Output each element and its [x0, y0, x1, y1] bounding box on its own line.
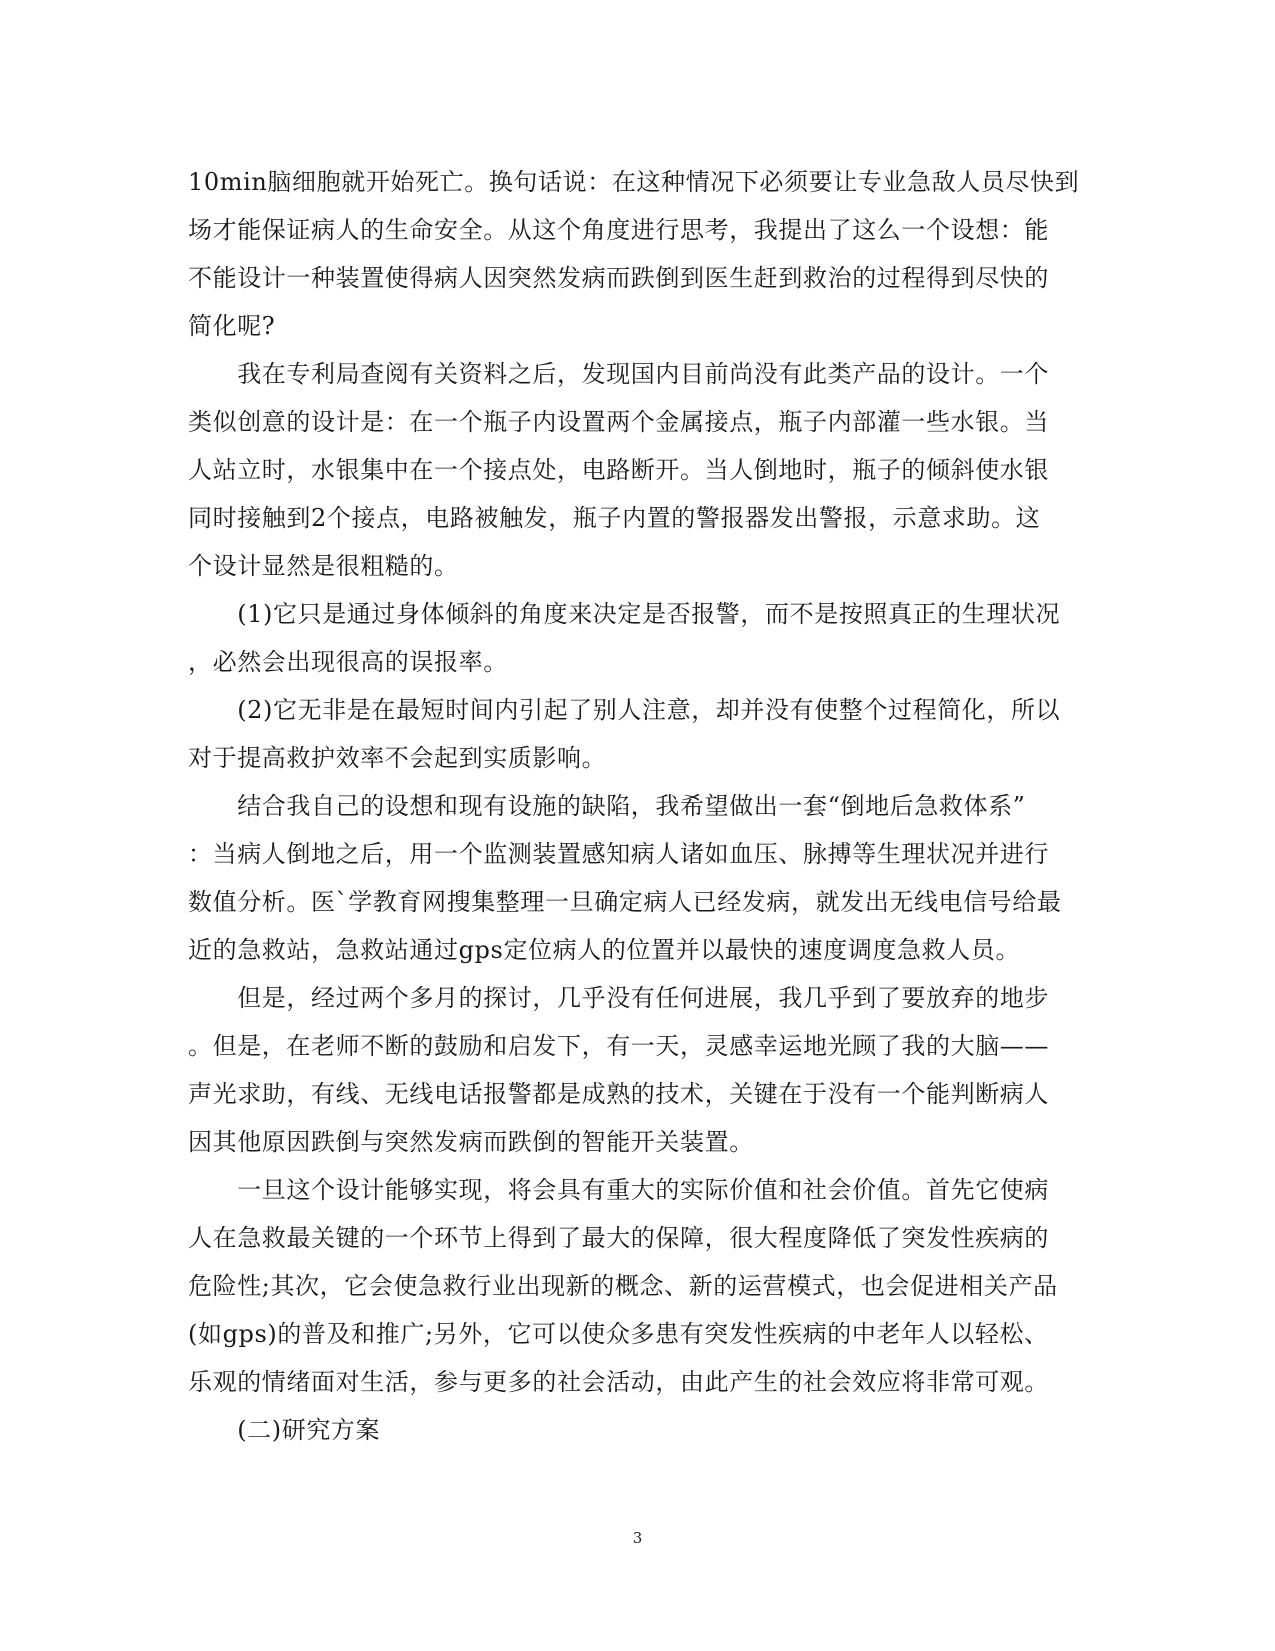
text-line: 个设计显然是很粗糙的。: [188, 552, 459, 580]
text-line: 简化呢?: [188, 312, 276, 340]
text-line: 结合我自己的设想和现有设施的缺陷，我希望做出一套“倒地后急救体系”: [188, 792, 1026, 820]
text-line: 近的急救站，急救站通过gps定位病人的位置并以最快的速度调度急救人员。: [188, 936, 1021, 964]
text-line: 声光求助，有线、无线电话报警都是成熟的技术，关键在于没有一个能判断病人: [188, 1080, 1049, 1108]
text-line: 10min脑细胞就开始死亡。换句话说：在这种情况下必须要让专业急敌人员尽快到: [188, 168, 1080, 196]
text-line: 对于提高救护效率不会起到实质影响。: [188, 744, 607, 772]
text-line: 但是，经过两个多月的探讨，几乎没有任何进展，我几乎到了要放弃的地步: [188, 984, 1049, 1012]
text-line: 同时接触到2个接点，电路被触发，瓶子内置的警报器发出警报，示意求助。这: [188, 504, 1041, 532]
text-line: 人站立时，水银集中在一个接点处，电路断开。当人倒地时，瓶子的倾斜使水银: [188, 456, 1049, 484]
text-line: 一旦这个设计能够实现，将会具有重大的实际价值和社会价值。首先它使病: [188, 1176, 1049, 1204]
text-line: (1)它只是通过身体倾斜的角度来决定是否报警，而不是按照真正的生理状况: [188, 600, 1061, 628]
text-line: 类似创意的设计是：在一个瓶子内设置两个金属接点，瓶子内部灌一些水银。当: [188, 408, 1049, 436]
text-line: 数值分析。医`学教育网搜集整理一旦确定病人已经发病，就发出无线电信号给最: [188, 888, 1062, 916]
text-line: 我在专利局查阅有关资料之后，发现国内目前尚没有此类产品的设计。一个: [188, 360, 1049, 388]
text-line: 。但是，在老师不断的鼓励和启发下，有一天，灵感幸运地光顾了我的大脑——: [188, 1032, 1049, 1060]
text-line: 因其他原因跌倒与突然发病而跌倒的智能开关装置。: [188, 1128, 754, 1156]
text-line: 危险性;其次，它会使急救行业出现新的概念、新的运营模式，也会促进相关产品: [188, 1272, 1058, 1300]
text-line: (如gps)的普及和推广;另外，它可以使众多患有突发性疾病的中老年人以轻松、: [188, 1320, 1049, 1348]
text-line: (2)它无非是在最短时间内引起了别人注意，却并没有使整个过程简化，所以: [188, 696, 1061, 724]
text-line: 人在急救最关键的一个环节上得到了最大的保障，很大程度降低了突发性疾病的: [188, 1224, 1049, 1252]
text-line: 乐观的情绪面对生活，参与更多的社会活动，由此产生的社会效应将非常可观。: [188, 1368, 1049, 1396]
text-line: ，必然会出现很高的误报率。: [188, 648, 508, 676]
page-number: 3: [632, 1529, 643, 1547]
text-line: 不能设计一种装置使得病人因突然发病而跌倒到医生赶到救治的过程得到尽快的: [188, 264, 1049, 292]
text-line: ：当病人倒地之后，用一个监测装置感知病人诸如血压、脉搏等生理状况并进行: [188, 840, 1049, 868]
text-line: (二)研究方案: [188, 1416, 381, 1444]
text-line: 场才能保证病人的生命安全。从这个角度进行思考，我提出了这么一个设想：能: [188, 216, 1049, 244]
